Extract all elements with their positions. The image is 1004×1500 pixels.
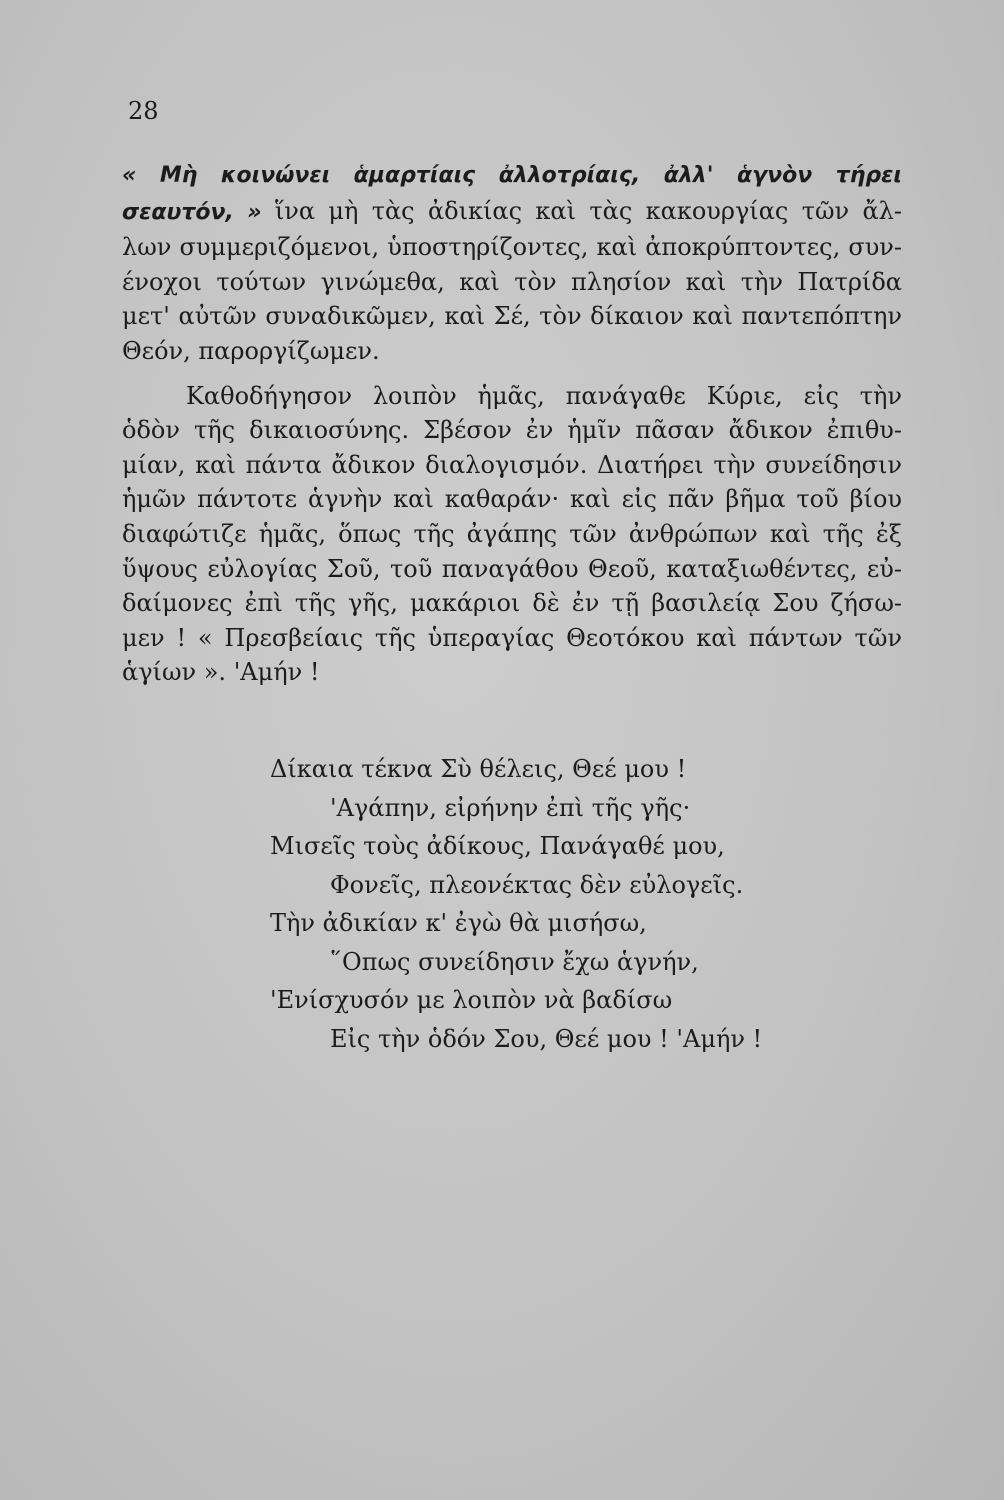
prose-body <box>122 157 902 690</box>
text-line: λων συμμεριζόμενοι, ὑποστηρίζοντες, καὶ ἀποκρύπτοντες, συν- <box>122 233 902 262</box>
text-line: μεν ! « Πρεσβείαις τῆς ὑπεραγίας Θεοτόκου καὶ πάντων τῶν <box>122 623 902 652</box>
poem-verse: ῞Οπως συνείδησιν ἔχω ἁγνήν, <box>330 947 699 976</box>
poem-verse: Τὴν ἀδικίαν κ' ἐγὼ θὰ μισήσω, <box>270 909 647 937</box>
text-span: ἵνα μὴ τὰς ἀδικίας καὶ τὰς κακουργίας τῶν ἄλ- <box>261 196 902 225</box>
text-line <box>122 157 902 194</box>
poem-verse: Εἰς τὴν ὁδόν Σου, Θεέ μου ! 'Αμήν ! <box>330 1024 763 1053</box>
text-line: ἁγίων ». 'Αμήν ! <box>122 658 320 687</box>
text-line: δαίμονες ἐπὶ τῆς γῆς, μακάριοι δὲ ἐν τῇ βασιλείᾳ Σου ζήσω- <box>122 589 902 618</box>
bold-quote: « Μὴ κοινώνει ἁμαρτίαις ἀλλοτρίαις, ἀλλ' ἁγνὸν τήρει <box>122 163 902 188</box>
text-line: Θεόν, παροργίζωμεν. <box>122 336 380 365</box>
text-line: ὕψους εὐλογίας Σοῦ, τοῦ παναγάθου Θεοῦ, καταξιωθέντες, εὐ- <box>122 554 902 583</box>
paragraph-1 <box>122 157 902 369</box>
page-number: 28 <box>128 97 159 125</box>
text-line: μίαν, καὶ πάντα ἄδικον διαλογισμόν. Διατήρει τὴν συνείδησιν <box>122 450 902 479</box>
text-line: Καθοδήγησον λοιπὸν ἡμᾶς, πανάγαθε Κύριε, εἰς τὴν <box>186 381 902 410</box>
poem-verse: Δίκαια τέκνα Σὺ θέλεις, Θεέ μου ! <box>270 755 687 783</box>
poem <box>270 750 830 1058</box>
poem-verse: 'Αγάπην, εἰρήνην ἐπὶ τῆς γῆς· <box>330 793 691 822</box>
poem-verse: Μισεῖς τοὺς ἀδίκους, Πανάγαθέ μου, <box>270 832 725 860</box>
text-line: ένοχοι τούτων γινώμεθα, καὶ τὸν πλησίον καὶ τὴν Πατρίδα <box>122 267 902 296</box>
poem-verse: Φονεῖς, πλεονέκτας δὲν εὐλογεῖς. <box>330 870 744 899</box>
text-line: ὁδὸν τῆς δικαιοσύνης. Σβέσον ἐν ἡμῖν πᾶσαν ἄδικον ἐπιθυ- <box>122 416 902 445</box>
text-line: διαφώτιζε ἡμᾶς, ὅπως τῆς ἀγάπης τῶν ἀνθρώπων καὶ τῆς ἐξ <box>122 519 902 548</box>
text-line: ἡμῶν πάντοτε ἁγνὴν καὶ καθαράν· καὶ εἰς πᾶν βῆμα τοῦ βίου <box>122 485 902 514</box>
paragraph-gap <box>122 369 902 379</box>
paragraph-2 <box>122 379 902 690</box>
text-line <box>122 194 902 231</box>
poem-verse: 'Ενίσχυσόν με λοιπὸν νὰ βαδίσω <box>270 986 673 1014</box>
bold-quote: σεαυτόν, » <box>122 199 262 225</box>
text-line: μετ' αὐτῶν συναδικῶμεν, καὶ Σέ, τὸν δίκαιον καὶ παντεπόπτην <box>122 302 902 331</box>
